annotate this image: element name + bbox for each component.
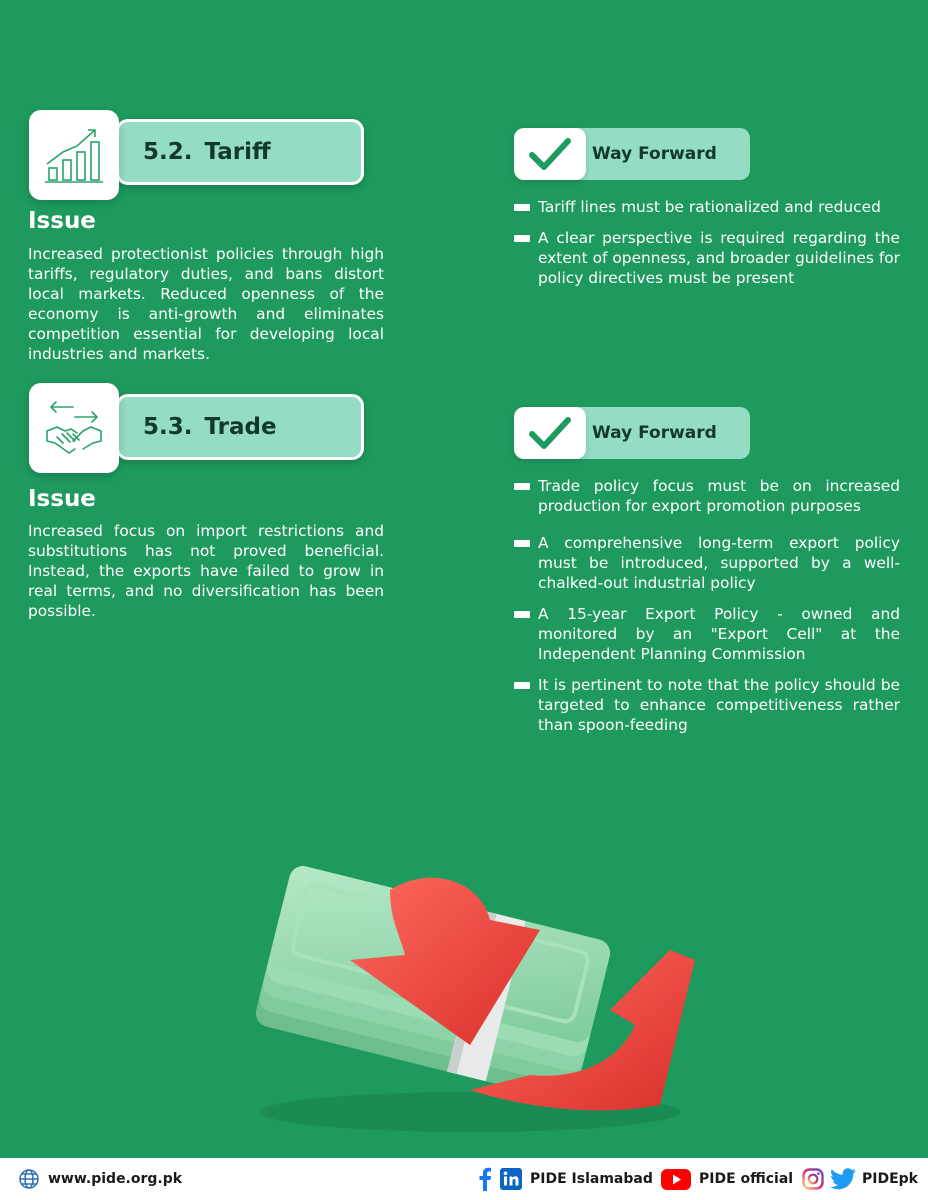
way-forward-list xyxy=(514,476,900,735)
bullet-marker xyxy=(514,611,530,618)
instagram-twitter-link[interactable] xyxy=(802,1158,918,1200)
checkmark-icon xyxy=(528,135,572,173)
linkedin-icon xyxy=(500,1168,522,1190)
instagram-icon xyxy=(802,1168,824,1190)
list-item xyxy=(514,675,900,735)
money-arrows-illustration xyxy=(240,850,700,1135)
issue-paragraph: Increased focus on import restrictions and substitutions has not proved beneficial. Instead, the exports have failed to grow in real terms, and no diversification has been possible. xyxy=(28,522,384,620)
bullet-marker xyxy=(514,540,530,547)
way-forward-list xyxy=(514,197,900,288)
globe-icon xyxy=(18,1168,40,1190)
list-item xyxy=(514,228,900,288)
list-item xyxy=(514,604,900,664)
section-title: Trade xyxy=(204,414,277,440)
trade-icon-box xyxy=(29,383,119,473)
list-item-text: Tariff lines must be rationalized and reduced xyxy=(538,198,881,216)
youtube-icon xyxy=(661,1169,691,1190)
list-item-text: A 15-year Export Policy - owned and monitored by an "Export Cell" at the Independent Planning Commission xyxy=(538,605,900,663)
tariff-title-bar xyxy=(116,119,364,185)
issue-paragraph: Increased protectionist policies through high tariffs, regulatory duties, and bans distort local markets. Reduced openness of the economy is anti-growth and eliminates competition essential for developing local industries and markets. xyxy=(28,245,384,363)
list-item-text: Trade policy focus must be on increased production for export promotion purposes xyxy=(538,477,900,515)
list-item xyxy=(514,197,900,217)
facebook-linkedin-link[interactable] xyxy=(478,1158,653,1200)
facebook-icon xyxy=(478,1167,492,1191)
list-item xyxy=(514,533,900,593)
facebook-linkedin-text: PIDE Islamabad xyxy=(530,1171,653,1187)
way-forward-label xyxy=(560,407,750,459)
growth-chart-icon xyxy=(43,124,105,186)
youtube-text: PIDE official xyxy=(699,1171,794,1187)
trade-title-bar xyxy=(116,394,364,460)
website-text: www.pide.org.pk xyxy=(48,1171,183,1187)
section-number: 5.3. xyxy=(143,414,193,440)
list-item-text: It is pertinent to note that the policy should be targeted to enhance competitiveness rather than spoon-feeding xyxy=(538,676,900,734)
way-forward-label xyxy=(560,128,750,180)
way-forward-text: Way Forward xyxy=(592,423,717,443)
handshake-exchange-icon xyxy=(43,397,105,459)
bullet-marker xyxy=(514,204,530,211)
bullet-marker xyxy=(514,682,530,689)
twitter-icon xyxy=(830,1168,856,1190)
tariff-icon-box xyxy=(29,110,119,200)
list-item-text: A comprehensive long-term export policy must be introduced, supported by a well-chalked-out industrial policy xyxy=(538,534,900,592)
website-link[interactable] xyxy=(18,1158,182,1200)
list-item xyxy=(514,476,900,516)
bullet-marker xyxy=(514,235,530,242)
section-number: 5.2. xyxy=(143,139,193,165)
section-title: Tariff xyxy=(204,139,271,165)
checkmark-box xyxy=(514,128,586,180)
checkmark-icon xyxy=(528,414,572,452)
checkmark-box xyxy=(514,407,586,459)
way-forward-text: Way Forward xyxy=(592,144,717,164)
issue-heading: Issue xyxy=(28,208,96,234)
instagram-twitter-text: PIDEpk xyxy=(862,1171,918,1187)
youtube-link[interactable] xyxy=(661,1158,793,1200)
list-item-text: A clear perspective is required regarding the extent of openness, and broader guidelines for policy directives must be present xyxy=(538,229,900,287)
footer xyxy=(0,1158,928,1200)
issue-heading: Issue xyxy=(28,486,96,512)
bullet-marker xyxy=(514,483,530,490)
